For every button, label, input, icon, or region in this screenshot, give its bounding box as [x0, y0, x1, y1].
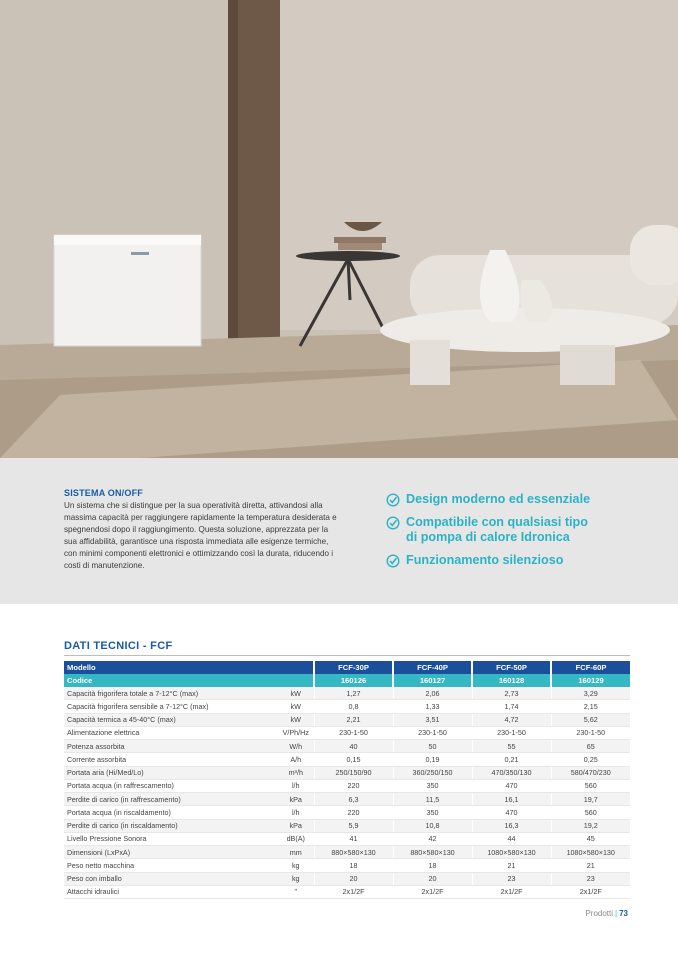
row-value: 3,29	[551, 687, 630, 700]
row-label: Perdite di carico (in riscaldamento)	[64, 819, 278, 832]
row-value: 18	[314, 859, 393, 872]
row-value: 16,3	[472, 819, 551, 832]
footer-separator: |	[615, 909, 618, 918]
feature-item	[386, 553, 646, 568]
row-value: 42	[393, 832, 472, 845]
row-label: Dimensioni (LxPxA)	[64, 846, 278, 859]
row-value: 20	[314, 872, 393, 885]
row-unit: m³/h	[278, 766, 314, 779]
row-value: 1080×580×130	[472, 846, 551, 859]
row-label: Livello Pressione Sonora	[64, 832, 278, 845]
row-value: 41	[314, 832, 393, 845]
code-cell: 160126	[314, 674, 393, 687]
feature-text: Design moderno ed essenziale	[406, 492, 591, 506]
divider	[64, 655, 630, 656]
row-value: 470	[472, 806, 551, 819]
row-value: 6,3	[314, 793, 393, 806]
row-value: 44	[472, 832, 551, 845]
page-number: 73	[619, 909, 628, 918]
code-cell: 160128	[472, 674, 551, 687]
row-unit: kW	[278, 713, 314, 726]
row-unit: "	[278, 885, 314, 898]
row-value: 2,73	[472, 687, 551, 700]
row-value: 880×580×130	[393, 846, 472, 859]
system-title: SISTEMA ON/OFF	[64, 488, 143, 498]
row-label: Portata acqua (in raffrescamento)	[64, 779, 278, 792]
row-value: 0,19	[393, 753, 472, 766]
code-row	[64, 674, 630, 687]
header-cell: FCF-60P	[551, 661, 630, 674]
table-row	[64, 753, 630, 766]
table-row	[64, 713, 630, 726]
row-value: 230-1-50	[314, 726, 393, 739]
table-row	[64, 885, 630, 898]
row-label: Attacchi idraulici	[64, 885, 278, 898]
row-value: 2x1/2F	[393, 885, 472, 898]
header-cell: FCF-40P	[393, 661, 472, 674]
row-value: 3,51	[393, 713, 472, 726]
check-circle-icon	[386, 554, 400, 568]
row-value: 11,5	[393, 793, 472, 806]
table-row	[64, 819, 630, 832]
row-unit: kW	[278, 700, 314, 713]
code-cell: 160129	[551, 674, 630, 687]
row-value: 23	[551, 872, 630, 885]
header-cell: FCF-50P	[472, 661, 551, 674]
row-value: 580/470/230	[551, 766, 630, 779]
row-value: 0,25	[551, 753, 630, 766]
row-unit: mm	[278, 846, 314, 859]
feature-list	[386, 492, 646, 576]
row-value: 350	[393, 806, 472, 819]
row-label: Corrente assorbita	[64, 753, 278, 766]
table-row	[64, 687, 630, 700]
row-unit: W/h	[278, 740, 314, 753]
row-label: Portata acqua (in riscaldamento)	[64, 806, 278, 819]
row-value: 2x1/2F	[314, 885, 393, 898]
row-label: Alimentazione elettrica	[64, 726, 278, 739]
table-row	[64, 846, 630, 859]
system-description: Un sistema che si distingue per la sua operatività diretta, attivandosi alla massima capacità per raggiungere rapidamente la temperatura desiderata e spegnendosi dopo il raggiungimento. Questa soluzione, apprezzata per la sua affidabilità, garantisce una risposta immediata alle esigenze termiche, con minimi componenti elettronici e ottimizzando così la durata, riducendo i costi di manutenzione.	[64, 501, 337, 571]
row-unit: V/Ph/Hz	[278, 726, 314, 739]
table-row	[64, 806, 630, 819]
row-unit: kg	[278, 859, 314, 872]
row-value: 21	[551, 859, 630, 872]
row-unit: kg	[278, 872, 314, 885]
row-value: 230-1-50	[551, 726, 630, 739]
row-value: 470	[472, 779, 551, 792]
row-value: 220	[314, 806, 393, 819]
row-value: 2x1/2F	[551, 885, 630, 898]
row-unit: l/h	[278, 779, 314, 792]
row-value: 45	[551, 832, 630, 845]
code-label: Codice	[64, 674, 314, 687]
row-unit: l/h	[278, 806, 314, 819]
row-value: 560	[551, 806, 630, 819]
row-value: 230-1-50	[393, 726, 472, 739]
row-value: 470/350/130	[472, 766, 551, 779]
row-value: 0,15	[314, 753, 393, 766]
row-unit: A/h	[278, 753, 314, 766]
row-value: 23	[472, 872, 551, 885]
row-value: 360/250/150	[393, 766, 472, 779]
row-value: 1080×580×130	[551, 846, 630, 859]
row-unit: kPa	[278, 819, 314, 832]
table-row	[64, 740, 630, 753]
row-value: 220	[314, 779, 393, 792]
row-value: 20	[393, 872, 472, 885]
table-row	[64, 766, 630, 779]
row-value: 2,06	[393, 687, 472, 700]
row-label: Peso con imballo	[64, 872, 278, 885]
row-value: 560	[551, 779, 630, 792]
table-row	[64, 859, 630, 872]
section-name: Prodotti	[585, 909, 614, 918]
feature-item	[386, 492, 646, 507]
row-value: 0,21	[472, 753, 551, 766]
row-value: 1,33	[393, 700, 472, 713]
row-value: 50	[393, 740, 472, 753]
table-row	[64, 793, 630, 806]
row-value: 350	[393, 779, 472, 792]
row-value: 0,8	[314, 700, 393, 713]
table-row	[64, 779, 630, 792]
row-value: 2x1/2F	[472, 885, 551, 898]
check-circle-icon	[386, 493, 400, 507]
row-value: 21	[472, 859, 551, 872]
row-unit: kPa	[278, 793, 314, 806]
row-label: Capacità termica a 45-40°C (max)	[64, 713, 278, 726]
row-value: 1,27	[314, 687, 393, 700]
row-value: 19,2	[551, 819, 630, 832]
row-label: Peso netto macchina	[64, 859, 278, 872]
row-value: 16,1	[472, 793, 551, 806]
header-label: Modello	[64, 661, 314, 674]
feature-text: Funzionamento silenzioso	[406, 553, 564, 567]
row-unit: dB(A)	[278, 832, 314, 845]
row-value: 5,9	[314, 819, 393, 832]
row-value: 5,62	[551, 713, 630, 726]
check-circle-icon	[386, 516, 400, 530]
table-row	[64, 872, 630, 885]
row-label: Capacità frigorifera totale a 7-12°C (max)	[64, 687, 278, 700]
table-row	[64, 726, 630, 739]
row-value: 65	[551, 740, 630, 753]
living-room-illustration	[0, 0, 678, 458]
row-value: 2,15	[551, 700, 630, 713]
row-value: 880×580×130	[314, 846, 393, 859]
row-value: 55	[472, 740, 551, 753]
row-unit: kW	[278, 687, 314, 700]
row-value: 1,74	[472, 700, 551, 713]
table-row	[64, 700, 630, 713]
feature-text: Compatibile con qualsiasi tipo	[406, 515, 588, 529]
feature-item	[386, 515, 646, 545]
row-label: Perdite di carico (in raffrescamento)	[64, 793, 278, 806]
row-label: Portata aria (Hi/Med/Lo)	[64, 766, 278, 779]
row-label: Capacità frigorifera sensibile a 7-12°C (max)	[64, 700, 278, 713]
feature-text-line2: di pompa di calore Idronica	[406, 530, 570, 544]
row-value: 18	[393, 859, 472, 872]
row-value: 40	[314, 740, 393, 753]
row-value: 4,72	[472, 713, 551, 726]
spec-table	[64, 661, 630, 899]
row-label: Potenza assorbita	[64, 740, 278, 753]
row-value: 10,8	[393, 819, 472, 832]
header-cell: FCF-30P	[314, 661, 393, 674]
row-value: 19,7	[551, 793, 630, 806]
row-value: 230-1-50	[472, 726, 551, 739]
table-row	[64, 832, 630, 845]
row-value: 250/150/90	[314, 766, 393, 779]
table-title: DATI TECNICI - FCF	[64, 640, 173, 652]
row-value: 2,21	[314, 713, 393, 726]
page-footer	[585, 909, 628, 918]
hero-photo	[0, 0, 678, 458]
code-cell: 160127	[393, 674, 472, 687]
table-header-row	[64, 661, 630, 674]
